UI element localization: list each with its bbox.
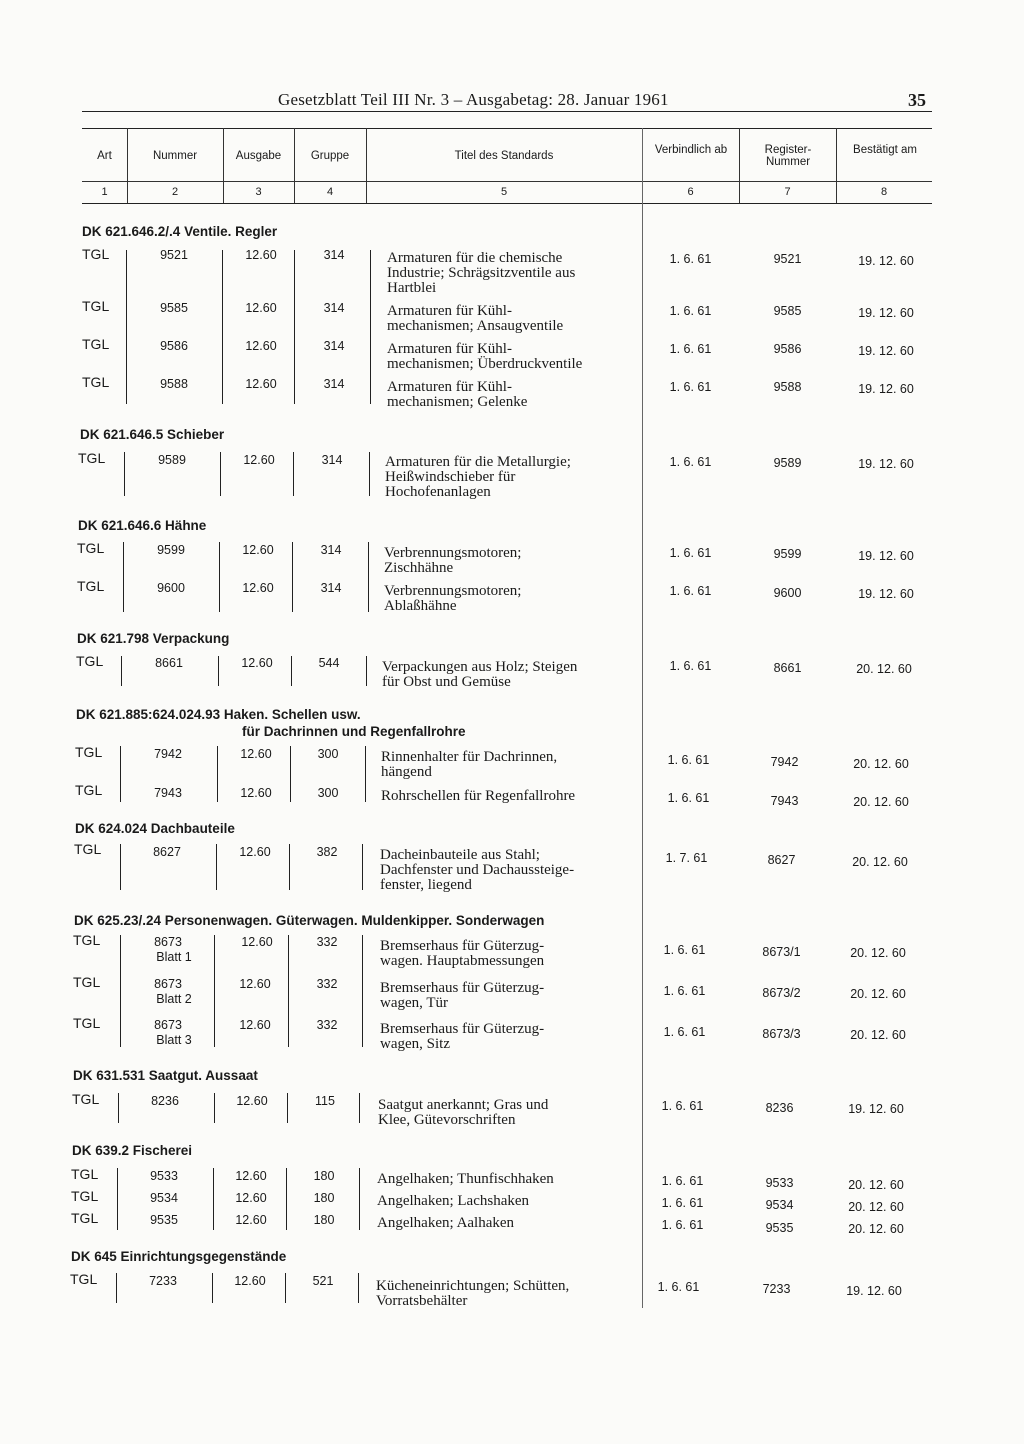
row-divider-bar (366, 656, 367, 686)
table-row-titel: Verbrennungsmotoren; Ablaßhähne (384, 583, 522, 614)
table-row-blatt: Blatt 2 (156, 992, 192, 1006)
table-row-bestaetigt: 19. 12. 60 (858, 306, 914, 320)
table-row-art: TGL (78, 450, 106, 466)
table-row-bestaetigt: 19. 12. 60 (846, 1284, 902, 1298)
table-row-bestaetigt: 20. 12. 60 (848, 1178, 904, 1192)
table-row-ausgabe: 12.60 (236, 1094, 268, 1108)
table-row-nummer: 8661 (155, 656, 183, 670)
column-header-titel: Titel des Standards (454, 150, 554, 162)
column-header-art: Art (97, 150, 112, 162)
table-row-register: 9586 (773, 342, 802, 356)
table-row-nummer: 7233 (149, 1274, 177, 1288)
table-row-ausgabe: 12.60 (242, 581, 274, 595)
section-heading: DK 621.646.6 Hähne (78, 518, 207, 533)
table-row-art: TGL (71, 1166, 99, 1182)
row-divider-bar (123, 542, 124, 612)
table-row-verbindlich: 1. 6. 61 (669, 659, 712, 673)
table-row-register: 9600 (773, 586, 802, 600)
section-heading: DK 621.798 Verpackung (77, 631, 230, 646)
row-divider-bar (368, 542, 369, 612)
table-row-register: 9534 (765, 1198, 794, 1212)
table-row-register: 8673/2 (762, 986, 801, 1000)
table-row-art: TGL (74, 841, 102, 857)
table-row-verbindlich: 1. 6. 61 (669, 380, 712, 394)
table-row-titel: Saatgut anerkannt; Gras und Klee, Gütevorschriften (378, 1097, 549, 1128)
row-divider-bar (118, 1093, 119, 1123)
row-divider-bar (120, 935, 121, 1047)
table-row-nummer: 9586 (160, 339, 188, 353)
table-row-register: 8673/1 (762, 945, 801, 959)
table-row-titel: Angelhaken; Thunfischhaken (377, 1171, 554, 1187)
row-divider-bar (216, 844, 217, 890)
table-row-verbindlich: 1. 6. 61 (657, 1280, 700, 1294)
running-title: Gesetzblatt Teil III Nr. 3 – Ausgabetag: 28. Januar 1961 (278, 90, 669, 109)
table-row-nummer: 9588 (160, 377, 188, 391)
column-header-bestaetigt: Bestätigt am (853, 144, 917, 156)
section-heading: DK 639.2 Fischerei (72, 1143, 193, 1158)
table-row-nummer: 7943 (154, 786, 182, 800)
table-row-gruppe: 332 (316, 935, 338, 949)
table-row-titel: Kücheneinrichtungen; Schütten, Vorratsbehälter (376, 1278, 570, 1309)
table-row-ausgabe: 12.60 (245, 248, 277, 262)
table-row-gruppe: 314 (321, 453, 343, 467)
column-number: 3 (255, 186, 262, 198)
table-row-gruppe: 300 (317, 747, 339, 761)
row-divider-bar (121, 656, 122, 686)
table-row-bestaetigt: 20. 12. 60 (852, 855, 908, 869)
table-top-rule (82, 128, 932, 129)
table-row-ausgabe: 12.60 (240, 747, 272, 761)
table-row-nummer: 8673 (154, 1018, 182, 1032)
table-row-verbindlich: 1. 6. 61 (661, 1218, 704, 1232)
table-row-gruppe: 521 (312, 1274, 334, 1288)
table-row-register: 9521 (773, 252, 802, 266)
table-row-titel: Armaturen für Kühl- mechanismen; Gelenke (387, 379, 528, 410)
table-row-gruppe: 314 (323, 248, 345, 262)
table-row-nummer: 8236 (151, 1094, 179, 1108)
table-row-art: TGL (72, 1091, 100, 1107)
section-heading: DK 631.531 Saatgut. Aussaat (73, 1068, 258, 1083)
row-divider-bar (222, 250, 223, 404)
table-row-bestaetigt: 19. 12. 60 (858, 254, 914, 268)
table-row-ausgabe: 12.60 (235, 1191, 267, 1205)
table-row-nummer: 8627 (153, 845, 181, 859)
table-row-register: 9585 (773, 304, 802, 318)
table-row-ausgabe: 12.60 (235, 1169, 267, 1183)
table-row-art: TGL (73, 974, 101, 990)
table-row-titel: Armaturen für Kühl- mechanismen; Ansaugventile (387, 303, 564, 334)
table-row-register: 9535 (765, 1221, 794, 1235)
table-row-verbindlich: 1. 6. 61 (669, 304, 712, 318)
table-row-titel: Verpackungen aus Holz; Steigen für Obst und Gemüse (382, 659, 578, 690)
table-row-nummer: 9585 (160, 301, 188, 315)
table-header-mid-rule (82, 181, 932, 182)
table-row-art: TGL (77, 540, 105, 556)
table-row-verbindlich: 1. 6. 61 (663, 984, 706, 998)
table-row-blatt: Blatt 3 (156, 1033, 192, 1047)
column-header-nummer: Nummer (152, 150, 198, 162)
table-row-art: TGL (77, 578, 105, 594)
table-row-bestaetigt: 19. 12. 60 (858, 549, 914, 563)
row-divider-bar (126, 250, 127, 404)
table-row-bestaetigt: 19. 12. 60 (848, 1102, 904, 1116)
table-row-gruppe: 314 (323, 301, 345, 315)
table-row-titel: Bremserhaus für Güterzug- wagen, Tür (380, 980, 545, 1011)
table-row-register: 8673/3 (762, 1027, 801, 1041)
table-row-ausgabe: 12.60 (239, 977, 271, 991)
table-row-verbindlich: 1. 6. 61 (669, 455, 712, 469)
table-row-art: TGL (75, 782, 103, 798)
table-row-ausgabe: 12.60 (234, 1274, 266, 1288)
table-row-register: 8236 (765, 1101, 794, 1115)
table-row-gruppe: 544 (318, 656, 340, 670)
table-row-nummer: 9521 (160, 248, 188, 262)
section-heading: DK 624.024 Dachbauteile (75, 821, 235, 836)
table-row-bestaetigt: 19. 12. 60 (858, 457, 914, 471)
table-row-titel: Angelhaken; Lachshaken (377, 1193, 530, 1209)
section-heading-line2: für Dachrinnen und Regenfallrohre (242, 724, 466, 739)
table-row-register: 7942 (770, 755, 799, 769)
table-row-art: TGL (82, 336, 110, 352)
table-row-art: TGL (82, 298, 110, 314)
table-row-verbindlich: 1. 6. 61 (669, 584, 712, 598)
column-number: 5 (500, 186, 508, 198)
table-row-art: TGL (73, 932, 101, 948)
table-row-register: 9599 (773, 547, 802, 561)
table-row-verbindlich: 1. 6. 61 (669, 342, 712, 356)
table-row-blatt: Blatt 1 (156, 950, 192, 964)
table-row-art: TGL (82, 374, 110, 390)
table-row-nummer: 9599 (157, 543, 185, 557)
table-row-ausgabe: 12.60 (241, 935, 273, 949)
column-number: 8 (880, 186, 888, 198)
table-row-verbindlich: 1. 6. 61 (661, 1099, 704, 1113)
table-row-gruppe: 115 (315, 1094, 335, 1108)
table-row-bestaetigt: 20. 12. 60 (853, 757, 909, 771)
table-row-register: 9533 (765, 1176, 794, 1190)
table-row-nummer: 9534 (150, 1191, 178, 1205)
table-row-art: TGL (71, 1188, 99, 1204)
table-row-bestaetigt: 20. 12. 60 (850, 987, 906, 1001)
table-row-gruppe: 300 (317, 786, 339, 800)
table-row-ausgabe: 12.60 (239, 1018, 271, 1032)
table-row-gruppe: 314 (320, 543, 342, 557)
row-divider-bar (124, 452, 125, 496)
table-row-art: TGL (71, 1210, 99, 1226)
table-row-register: 7943 (770, 794, 799, 808)
table-row-verbindlich: 1. 7. 61 (665, 851, 708, 865)
table-row-register: 9589 (773, 456, 802, 470)
table-row-bestaetigt: 20. 12. 60 (856, 662, 912, 676)
table-row-verbindlich: 1. 6. 61 (669, 546, 712, 560)
table-row-verbindlich: 1. 6. 61 (663, 1025, 706, 1039)
column-header-gruppe: Gruppe (310, 150, 350, 162)
table-row-nummer: 8673 (154, 977, 182, 991)
table-row-bestaetigt: 20. 12. 60 (850, 1028, 906, 1042)
table-row-bestaetigt: 20. 12. 60 (848, 1200, 904, 1214)
table-row-nummer: 9535 (150, 1213, 178, 1227)
table-row-verbindlich: 1. 6. 61 (661, 1196, 704, 1210)
column-number: 6 (687, 186, 694, 198)
table-row-register: 8661 (773, 661, 802, 675)
row-divider-bar (217, 746, 218, 802)
table-row-nummer: 7942 (154, 747, 182, 761)
column-number: 4 (326, 186, 334, 198)
table-row-art: TGL (73, 1015, 101, 1031)
column-header-verbindlich: Verbindlich ab (654, 144, 728, 156)
table-row-titel: Armaturen für die Metallurgie; Heißwindschieber für Hochofenanlagen (385, 454, 571, 500)
table-row-verbindlich: 1. 6. 61 (661, 1174, 704, 1188)
table-row-ausgabe: 12.60 (241, 656, 273, 670)
table-row-titel: Armaturen für Kühl- mechanismen; Überdruckventile (387, 341, 583, 372)
table-row-titel: Bremserhaus für Güterzug- wagen. Hauptabmessungen (380, 938, 545, 969)
table-row-gruppe: 314 (323, 339, 345, 353)
table-row-register: 8627 (767, 853, 796, 867)
table-row-gruppe: 180 (313, 1213, 335, 1227)
row-divider-bar (120, 746, 121, 802)
table-row-bestaetigt: 20. 12. 60 (848, 1222, 904, 1236)
table-row-titel: Rohrschellen für Regenfallrohre (381, 788, 576, 804)
table-row-art: TGL (76, 653, 104, 669)
table-row-ausgabe: 12.60 (239, 845, 271, 859)
table-row-bestaetigt: 20. 12. 60 (853, 795, 909, 809)
row-divider-bar (365, 746, 366, 802)
column-header-ausgabe: Ausgabe (235, 150, 282, 162)
column-number: 1 (101, 186, 108, 198)
row-divider-bar (369, 452, 370, 496)
table-row-nummer: 9533 (150, 1169, 178, 1183)
table-row-bestaetigt: 19. 12. 60 (858, 344, 914, 358)
row-divider-bar (214, 935, 215, 1047)
table-row-bestaetigt: 19. 12. 60 (858, 587, 914, 601)
column-header-register: Register-Nummer (764, 144, 812, 168)
table-row-ausgabe: 12.60 (245, 339, 277, 353)
table-header-bottom-rule (82, 203, 932, 204)
row-divider-bar (220, 452, 221, 496)
section-heading: DK 645 Einrichtungsgegenstände (71, 1249, 287, 1264)
table-row-gruppe: 180 (313, 1191, 335, 1205)
column-number: 2 (171, 186, 179, 198)
table-row-titel: Rinnenhalter für Dachrinnen, hängend (381, 749, 558, 780)
table-row-gruppe: 314 (320, 581, 342, 595)
page-number: 35 (908, 90, 926, 110)
table-row-register: 9588 (773, 380, 802, 394)
table-row-art: TGL (82, 246, 110, 262)
table-row-ausgabe: 12.60 (245, 377, 277, 391)
table-row-gruppe: 314 (323, 377, 345, 391)
table-row-ausgabe: 12.60 (245, 301, 277, 315)
table-row-ausgabe: 12.60 (242, 543, 274, 557)
table-row-gruppe: 332 (316, 1018, 338, 1032)
table-row-bestaetigt: 19. 12. 60 (858, 382, 914, 396)
table-row-art: TGL (70, 1271, 98, 1287)
table-row-verbindlich: 1. 6. 61 (663, 943, 706, 957)
table-row-gruppe: 180 (313, 1169, 335, 1183)
table-row-ausgabe: 12.60 (240, 786, 272, 800)
table-row-bestaetigt: 20. 12. 60 (850, 946, 906, 960)
row-divider-bar (117, 1168, 118, 1230)
table-row-titel: Verbrennungsmotoren; Zischhähne (384, 545, 522, 576)
table-row-register: 7233 (762, 1282, 791, 1296)
row-divider-bar (218, 656, 219, 686)
table-row-ausgabe: 12.60 (235, 1213, 267, 1227)
table-row-ausgabe: 12.60 (243, 453, 275, 467)
row-divider-bar (116, 1273, 117, 1303)
table-row-gruppe: 382 (316, 845, 338, 859)
table-row-titel: Armaturen für die chemische Industrie; Schrägsitzventile aus Hartblei (387, 250, 576, 296)
section-heading: DK 621.646.5 Schieber (80, 427, 225, 442)
section-heading: DK 621.885:624.024.93 Haken. Schellen usw. (76, 707, 361, 722)
column-number: 7 (784, 186, 791, 198)
table-row-titel: Bremserhaus für Güterzug- wagen, Sitz (380, 1021, 545, 1052)
table-row-titel: Angelhaken; Aalhaken (377, 1215, 515, 1231)
table-row-nummer: 9589 (158, 453, 186, 467)
table-row-verbindlich: 1. 6. 61 (667, 753, 710, 767)
row-divider-bar (219, 542, 220, 612)
table-row-nummer: 9600 (157, 581, 185, 595)
table-row-verbindlich: 1. 6. 61 (667, 791, 710, 805)
table-row-gruppe: 332 (316, 977, 338, 991)
table-row-nummer: 8673 (154, 935, 182, 949)
table-row-verbindlich: 1. 6. 61 (669, 252, 712, 266)
row-divider-bar (120, 844, 121, 890)
header-rule (82, 111, 932, 112)
table-row-art: TGL (75, 744, 103, 760)
table-row-titel: Dacheinbauteile aus Stahl; Dachfenster und Dachaussteige- fenster, liegend (380, 847, 575, 893)
section-heading: DK 625.23/.24 Personenwagen. Güterwagen. Muldenkipper. Sonderwagen (74, 913, 545, 928)
section-heading: DK 621.646.2/.4 Ventile. Regler (82, 224, 278, 239)
